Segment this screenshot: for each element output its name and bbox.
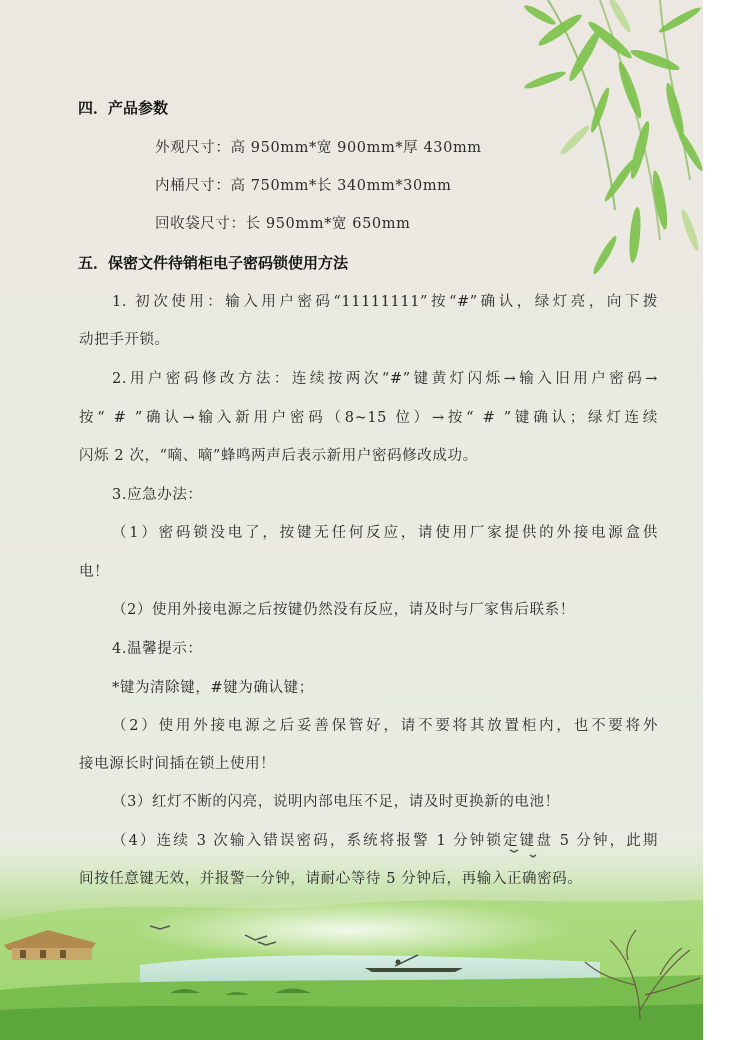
spec-line-inner-bin: 内桶尺寸：高 750mm*长 340mm*30mm: [155, 178, 452, 194]
paragraph-line: 按“ # ”确认→输入新用户密码（8~15 位）→按“ # ”键确认；绿灯连续: [79, 410, 658, 426]
paragraph-line: 1. 初次使用：输入用户密码“11111111”按“#”确认，绿灯亮，向下拨: [112, 294, 658, 310]
paragraph-line: （3）红灯不断的闪亮，说明内部电压不足，请及时更换新的电池！: [112, 794, 560, 810]
paragraph-line: （2）使用外接电源之后妥善保管好，请不要将其放置柜内，也不要将外: [112, 718, 658, 734]
paragraph-line: 接电源长时间插在锁上使用！: [79, 756, 276, 772]
paragraph-line: （2）使用外接电源之后按键仍然没有反应，请及时与厂家售后联系！: [112, 602, 575, 618]
section-4-heading: 四．产品参数: [78, 99, 169, 117]
paragraph-line: 间按任意键无效，并报警一分钟，请耐心等待 5 分钟后，再输入正确密码。: [79, 871, 583, 887]
paragraph-line: （4）连续 3 次输入错误密码，系统将报警 1 分钟锁定键盘 5 分钟，此期: [112, 833, 658, 849]
section-5-heading: 五．保密文件待销柜电子密码锁使用方法: [78, 254, 349, 272]
paragraph-line: 4.温馨提示：: [112, 641, 203, 657]
paragraph-line: 动把手开锁。: [79, 332, 170, 348]
landscape-illustration: [0, 830, 703, 1040]
paragraph-line: （1）密码锁没电了，按键无任何反应，请使用厂家提供的外接电源盒供: [112, 525, 658, 541]
paragraph-line: 3.应急办法：: [112, 487, 203, 503]
paragraph-line: 2.用户密码修改方法：连续按两次“#”键黄灯闪烁→输入旧用户密码→: [112, 371, 658, 387]
paragraph-line: 电！: [79, 564, 110, 580]
paragraph-line: 闪烁 2 次，“嘀、嘀”蜂鸣两声后表示新用户密码修改成功。: [79, 448, 478, 464]
spec-line-exterior: 外观尺寸：高 950mm*宽 900mm*厚 430mm: [155, 140, 482, 156]
paragraph-line: *键为清除键，#键为确认键；: [112, 680, 314, 696]
spec-line-recycle-bag: 回收袋尺寸：长 950mm*宽 650mm: [155, 216, 411, 232]
